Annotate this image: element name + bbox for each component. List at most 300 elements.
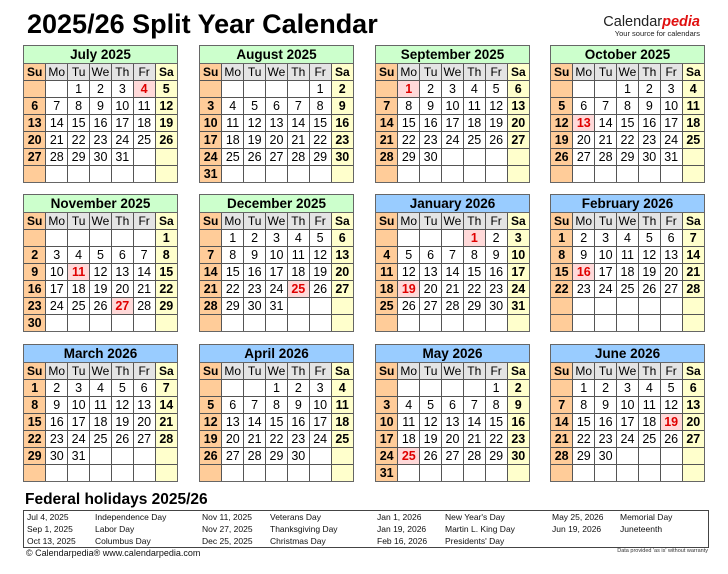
day-cell[interactable]: 14: [463, 414, 485, 431]
day-cell[interactable]: 17: [595, 264, 617, 281]
day-cell[interactable]: 21: [682, 264, 704, 281]
day-cell[interactable]: 12: [111, 397, 133, 414]
day-cell[interactable]: 14: [551, 414, 573, 431]
day-cell[interactable]: 14: [682, 247, 704, 264]
holiday-day-cell[interactable]: 19: [398, 281, 420, 298]
day-cell[interactable]: 22: [551, 281, 573, 298]
day-cell[interactable]: 3: [200, 98, 222, 115]
day-cell[interactable]: 24: [46, 298, 68, 315]
day-cell[interactable]: 31: [376, 465, 398, 482]
day-cell[interactable]: 16: [595, 414, 617, 431]
day-cell[interactable]: 15: [155, 264, 177, 281]
day-cell[interactable]: 22: [617, 132, 639, 149]
day-cell[interactable]: 19: [309, 264, 331, 281]
day-cell[interactable]: 5: [90, 247, 112, 264]
day-cell[interactable]: 25: [617, 281, 639, 298]
day-cell[interactable]: 27: [24, 149, 46, 166]
day-cell[interactable]: 26: [244, 149, 266, 166]
day-cell[interactable]: 2: [46, 380, 68, 397]
day-cell[interactable]: 12: [244, 115, 266, 132]
day-cell[interactable]: 16: [46, 414, 68, 431]
day-cell[interactable]: 24: [507, 281, 529, 298]
day-cell[interactable]: 14: [200, 264, 222, 281]
day-cell[interactable]: 15: [617, 115, 639, 132]
day-cell[interactable]: 16: [331, 115, 353, 132]
holiday-day-cell[interactable]: 4: [133, 81, 155, 98]
day-cell[interactable]: 28: [46, 149, 68, 166]
day-cell[interactable]: 23: [46, 431, 68, 448]
day-cell[interactable]: 10: [617, 397, 639, 414]
day-cell[interactable]: 8: [617, 98, 639, 115]
day-cell[interactable]: 26: [90, 298, 112, 315]
day-cell[interactable]: 18: [222, 132, 244, 149]
holiday-day-cell[interactable]: 19: [660, 414, 682, 431]
day-cell[interactable]: 8: [222, 247, 244, 264]
day-cell[interactable]: 4: [463, 81, 485, 98]
holiday-day-cell[interactable]: 1: [463, 230, 485, 247]
day-cell[interactable]: 26: [309, 281, 331, 298]
day-cell[interactable]: 24: [200, 149, 222, 166]
day-cell[interactable]: 1: [222, 230, 244, 247]
day-cell[interactable]: 10: [507, 247, 529, 264]
day-cell[interactable]: 12: [398, 264, 420, 281]
day-cell[interactable]: 17: [376, 431, 398, 448]
day-cell[interactable]: 1: [68, 81, 90, 98]
day-cell[interactable]: 3: [595, 230, 617, 247]
day-cell[interactable]: 19: [155, 115, 177, 132]
day-cell[interactable]: 8: [573, 397, 595, 414]
day-cell[interactable]: 3: [46, 247, 68, 264]
day-cell[interactable]: 29: [155, 298, 177, 315]
day-cell[interactable]: 27: [222, 448, 244, 465]
day-cell[interactable]: 25: [638, 431, 660, 448]
day-cell[interactable]: 4: [331, 380, 353, 397]
day-cell[interactable]: 19: [638, 264, 660, 281]
day-cell[interactable]: 13: [442, 414, 464, 431]
day-cell[interactable]: 25: [682, 132, 704, 149]
day-cell[interactable]: 28: [155, 431, 177, 448]
day-cell[interactable]: 9: [485, 247, 507, 264]
day-cell[interactable]: 25: [463, 132, 485, 149]
day-cell[interactable]: 7: [46, 98, 68, 115]
day-cell[interactable]: 31: [660, 149, 682, 166]
day-cell[interactable]: 27: [573, 149, 595, 166]
day-cell[interactable]: 2: [331, 81, 353, 98]
day-cell[interactable]: 28: [442, 298, 464, 315]
day-cell[interactable]: 6: [420, 247, 442, 264]
day-cell[interactable]: 25: [331, 431, 353, 448]
day-cell[interactable]: 21: [287, 132, 309, 149]
day-cell[interactable]: 6: [573, 98, 595, 115]
day-cell[interactable]: 26: [398, 298, 420, 315]
day-cell[interactable]: 29: [266, 448, 288, 465]
day-cell[interactable]: 13: [420, 264, 442, 281]
day-cell[interactable]: 13: [24, 115, 46, 132]
day-cell[interactable]: 16: [485, 264, 507, 281]
day-cell[interactable]: 28: [595, 149, 617, 166]
day-cell[interactable]: 10: [111, 98, 133, 115]
day-cell[interactable]: 26: [111, 431, 133, 448]
day-cell[interactable]: 25: [133, 132, 155, 149]
day-cell[interactable]: 2: [485, 230, 507, 247]
day-cell[interactable]: 8: [551, 247, 573, 264]
day-cell[interactable]: 15: [222, 264, 244, 281]
day-cell[interactable]: 21: [463, 431, 485, 448]
day-cell[interactable]: 1: [551, 230, 573, 247]
day-cell[interactable]: 31: [200, 166, 222, 183]
day-cell[interactable]: 22: [266, 431, 288, 448]
day-cell[interactable]: 12: [155, 98, 177, 115]
day-cell[interactable]: 2: [573, 230, 595, 247]
day-cell[interactable]: 7: [551, 397, 573, 414]
day-cell[interactable]: 3: [617, 380, 639, 397]
day-cell[interactable]: 1: [485, 380, 507, 397]
day-cell[interactable]: 4: [287, 230, 309, 247]
day-cell[interactable]: 17: [507, 264, 529, 281]
day-cell[interactable]: 4: [376, 247, 398, 264]
day-cell[interactable]: 29: [68, 149, 90, 166]
day-cell[interactable]: 26: [420, 448, 442, 465]
day-cell[interactable]: 6: [331, 230, 353, 247]
day-cell[interactable]: 25: [90, 431, 112, 448]
day-cell[interactable]: 14: [595, 115, 617, 132]
day-cell[interactable]: 18: [331, 414, 353, 431]
day-cell[interactable]: 30: [287, 448, 309, 465]
day-cell[interactable]: 10: [595, 247, 617, 264]
day-cell[interactable]: 5: [244, 98, 266, 115]
day-cell[interactable]: 5: [638, 230, 660, 247]
day-cell[interactable]: 12: [309, 247, 331, 264]
day-cell[interactable]: 2: [287, 380, 309, 397]
day-cell[interactable]: 30: [46, 448, 68, 465]
day-cell[interactable]: 7: [244, 397, 266, 414]
day-cell[interactable]: 6: [222, 397, 244, 414]
day-cell[interactable]: 22: [155, 281, 177, 298]
day-cell[interactable]: 11: [463, 98, 485, 115]
day-cell[interactable]: 25: [376, 298, 398, 315]
day-cell[interactable]: 20: [331, 264, 353, 281]
day-cell[interactable]: 26: [551, 149, 573, 166]
day-cell[interactable]: 31: [68, 448, 90, 465]
day-cell[interactable]: 15: [551, 264, 573, 281]
day-cell[interactable]: 5: [660, 380, 682, 397]
day-cell[interactable]: 23: [90, 132, 112, 149]
holiday-day-cell[interactable]: 16: [573, 264, 595, 281]
day-cell[interactable]: 13: [507, 98, 529, 115]
day-cell[interactable]: 20: [682, 414, 704, 431]
day-cell[interactable]: 24: [595, 281, 617, 298]
day-cell[interactable]: 30: [24, 315, 46, 332]
day-cell[interactable]: 28: [376, 149, 398, 166]
day-cell[interactable]: 27: [133, 431, 155, 448]
day-cell[interactable]: 9: [46, 397, 68, 414]
day-cell[interactable]: 30: [420, 149, 442, 166]
day-cell[interactable]: 9: [595, 397, 617, 414]
day-cell[interactable]: 24: [309, 431, 331, 448]
day-cell[interactable]: 16: [638, 115, 660, 132]
day-cell[interactable]: 15: [24, 414, 46, 431]
day-cell[interactable]: 12: [638, 247, 660, 264]
day-cell[interactable]: 17: [442, 115, 464, 132]
day-cell[interactable]: 13: [682, 397, 704, 414]
day-cell[interactable]: 15: [485, 414, 507, 431]
day-cell[interactable]: 24: [376, 448, 398, 465]
day-cell[interactable]: 22: [398, 132, 420, 149]
day-cell[interactable]: 11: [287, 247, 309, 264]
day-cell[interactable]: 10: [660, 98, 682, 115]
day-cell[interactable]: 10: [200, 115, 222, 132]
day-cell[interactable]: 3: [111, 81, 133, 98]
day-cell[interactable]: 15: [573, 414, 595, 431]
day-cell[interactable]: 17: [111, 115, 133, 132]
day-cell[interactable]: 3: [68, 380, 90, 397]
day-cell[interactable]: 12: [200, 414, 222, 431]
day-cell[interactable]: 17: [660, 115, 682, 132]
day-cell[interactable]: 1: [266, 380, 288, 397]
day-cell[interactable]: 19: [551, 132, 573, 149]
day-cell[interactable]: 23: [287, 431, 309, 448]
day-cell[interactable]: 11: [133, 98, 155, 115]
day-cell[interactable]: 8: [155, 247, 177, 264]
day-cell[interactable]: 17: [68, 414, 90, 431]
day-cell[interactable]: 28: [463, 448, 485, 465]
day-cell[interactable]: 14: [46, 115, 68, 132]
day-cell[interactable]: 21: [551, 431, 573, 448]
day-cell[interactable]: 27: [507, 132, 529, 149]
day-cell[interactable]: 30: [485, 298, 507, 315]
day-cell[interactable]: 23: [573, 281, 595, 298]
day-cell[interactable]: 8: [24, 397, 46, 414]
day-cell[interactable]: 24: [660, 132, 682, 149]
day-cell[interactable]: 1: [309, 81, 331, 98]
holiday-day-cell[interactable]: 25: [398, 448, 420, 465]
day-cell[interactable]: 28: [682, 281, 704, 298]
day-cell[interactable]: 7: [376, 98, 398, 115]
day-cell[interactable]: 9: [287, 397, 309, 414]
day-cell[interactable]: 16: [287, 414, 309, 431]
day-cell[interactable]: 19: [200, 431, 222, 448]
day-cell[interactable]: 18: [68, 281, 90, 298]
day-cell[interactable]: 15: [398, 115, 420, 132]
day-cell[interactable]: 22: [309, 132, 331, 149]
day-cell[interactable]: 18: [398, 431, 420, 448]
day-cell[interactable]: 24: [111, 132, 133, 149]
day-cell[interactable]: 6: [266, 98, 288, 115]
day-cell[interactable]: 4: [638, 380, 660, 397]
day-cell[interactable]: 5: [111, 380, 133, 397]
day-cell[interactable]: 9: [573, 247, 595, 264]
brand-logo[interactable]: [603, 15, 700, 38]
day-cell[interactable]: 1: [573, 380, 595, 397]
day-cell[interactable]: 9: [507, 397, 529, 414]
day-cell[interactable]: 20: [111, 281, 133, 298]
day-cell[interactable]: 17: [309, 414, 331, 431]
day-cell[interactable]: 6: [682, 380, 704, 397]
day-cell[interactable]: 27: [442, 448, 464, 465]
day-cell[interactable]: 19: [111, 414, 133, 431]
day-cell[interactable]: 25: [68, 298, 90, 315]
day-cell[interactable]: 5: [155, 81, 177, 98]
day-cell[interactable]: 4: [617, 230, 639, 247]
day-cell[interactable]: 27: [420, 298, 442, 315]
day-cell[interactable]: 10: [442, 98, 464, 115]
day-cell[interactable]: 8: [463, 247, 485, 264]
day-cell[interactable]: 16: [507, 414, 529, 431]
day-cell[interactable]: 30: [90, 149, 112, 166]
day-cell[interactable]: 20: [660, 264, 682, 281]
day-cell[interactable]: 20: [442, 431, 464, 448]
day-cell[interactable]: 26: [660, 431, 682, 448]
day-cell[interactable]: 9: [331, 98, 353, 115]
day-cell[interactable]: 7: [463, 397, 485, 414]
day-cell[interactable]: 17: [200, 132, 222, 149]
day-cell[interactable]: 29: [24, 448, 46, 465]
day-cell[interactable]: 22: [485, 431, 507, 448]
day-cell[interactable]: 26: [638, 281, 660, 298]
day-cell[interactable]: 14: [376, 115, 398, 132]
day-cell[interactable]: 7: [155, 380, 177, 397]
day-cell[interactable]: 25: [222, 149, 244, 166]
day-cell[interactable]: 3: [442, 81, 464, 98]
day-cell[interactable]: 28: [244, 448, 266, 465]
day-cell[interactable]: 27: [331, 281, 353, 298]
day-cell[interactable]: 10: [376, 414, 398, 431]
day-cell[interactable]: 11: [682, 98, 704, 115]
day-cell[interactable]: 20: [266, 132, 288, 149]
day-cell[interactable]: 19: [485, 115, 507, 132]
day-cell[interactable]: 28: [133, 298, 155, 315]
day-cell[interactable]: 20: [133, 414, 155, 431]
day-cell[interactable]: 20: [24, 132, 46, 149]
day-cell[interactable]: 2: [420, 81, 442, 98]
day-cell[interactable]: 10: [68, 397, 90, 414]
day-cell[interactable]: 13: [660, 247, 682, 264]
day-cell[interactable]: 17: [266, 264, 288, 281]
day-cell[interactable]: 16: [24, 281, 46, 298]
day-cell[interactable]: 8: [485, 397, 507, 414]
day-cell[interactable]: 11: [376, 264, 398, 281]
day-cell[interactable]: 21: [442, 281, 464, 298]
day-cell[interactable]: 18: [617, 264, 639, 281]
day-cell[interactable]: 14: [442, 264, 464, 281]
day-cell[interactable]: 18: [133, 115, 155, 132]
day-cell[interactable]: 26: [200, 448, 222, 465]
day-cell[interactable]: 28: [287, 149, 309, 166]
day-cell[interactable]: 22: [573, 431, 595, 448]
day-cell[interactable]: 23: [24, 298, 46, 315]
day-cell[interactable]: 23: [595, 431, 617, 448]
day-cell[interactable]: 23: [244, 281, 266, 298]
day-cell[interactable]: 5: [398, 247, 420, 264]
day-cell[interactable]: 14: [133, 264, 155, 281]
day-cell[interactable]: 11: [90, 397, 112, 414]
day-cell[interactable]: 18: [463, 115, 485, 132]
day-cell[interactable]: 2: [507, 380, 529, 397]
day-cell[interactable]: 11: [331, 397, 353, 414]
day-cell[interactable]: 26: [485, 132, 507, 149]
day-cell[interactable]: 10: [46, 264, 68, 281]
day-cell[interactable]: 13: [222, 414, 244, 431]
day-cell[interactable]: 8: [309, 98, 331, 115]
day-cell[interactable]: 6: [24, 98, 46, 115]
day-cell[interactable]: 22: [68, 132, 90, 149]
day-cell[interactable]: 15: [309, 115, 331, 132]
day-cell[interactable]: 29: [617, 149, 639, 166]
day-cell[interactable]: 19: [90, 281, 112, 298]
day-cell[interactable]: 7: [133, 247, 155, 264]
day-cell[interactable]: 17: [617, 414, 639, 431]
day-cell[interactable]: 20: [573, 132, 595, 149]
day-cell[interactable]: 7: [442, 247, 464, 264]
day-cell[interactable]: 3: [309, 380, 331, 397]
day-cell[interactable]: 5: [309, 230, 331, 247]
day-cell[interactable]: 30: [595, 448, 617, 465]
day-cell[interactable]: 21: [244, 431, 266, 448]
day-cell[interactable]: 16: [244, 264, 266, 281]
day-cell[interactable]: 21: [133, 281, 155, 298]
day-cell[interactable]: 29: [398, 149, 420, 166]
day-cell[interactable]: 30: [638, 149, 660, 166]
day-cell[interactable]: 23: [507, 431, 529, 448]
day-cell[interactable]: 12: [660, 397, 682, 414]
day-cell[interactable]: 19: [420, 431, 442, 448]
day-cell[interactable]: 29: [463, 298, 485, 315]
day-cell[interactable]: 4: [398, 397, 420, 414]
day-cell[interactable]: 2: [595, 380, 617, 397]
day-cell[interactable]: 13: [133, 397, 155, 414]
day-cell[interactable]: 20: [222, 431, 244, 448]
day-cell[interactable]: 23: [331, 132, 353, 149]
day-cell[interactable]: 6: [111, 247, 133, 264]
day-cell[interactable]: 22: [463, 281, 485, 298]
day-cell[interactable]: 9: [420, 98, 442, 115]
day-cell[interactable]: 31: [507, 298, 529, 315]
day-cell[interactable]: 10: [266, 247, 288, 264]
day-cell[interactable]: 15: [68, 115, 90, 132]
day-cell[interactable]: 4: [68, 247, 90, 264]
day-cell[interactable]: 15: [463, 264, 485, 281]
day-cell[interactable]: 15: [266, 414, 288, 431]
day-cell[interactable]: 24: [68, 431, 90, 448]
day-cell[interactable]: 7: [595, 98, 617, 115]
day-cell[interactable]: 11: [617, 247, 639, 264]
day-cell[interactable]: 21: [376, 132, 398, 149]
day-cell[interactable]: 22: [24, 431, 46, 448]
day-cell[interactable]: 21: [200, 281, 222, 298]
day-cell[interactable]: 31: [111, 149, 133, 166]
day-cell[interactable]: 8: [266, 397, 288, 414]
day-cell[interactable]: 29: [222, 298, 244, 315]
day-cell[interactable]: 4: [682, 81, 704, 98]
day-cell[interactable]: 8: [398, 98, 420, 115]
day-cell[interactable]: 20: [507, 115, 529, 132]
day-cell[interactable]: 5: [551, 98, 573, 115]
day-cell[interactable]: 13: [266, 115, 288, 132]
day-cell[interactable]: 20: [420, 281, 442, 298]
day-cell[interactable]: 24: [617, 431, 639, 448]
day-cell[interactable]: 9: [244, 247, 266, 264]
day-cell[interactable]: 23: [638, 132, 660, 149]
day-cell[interactable]: 10: [309, 397, 331, 414]
day-cell[interactable]: 3: [376, 397, 398, 414]
day-cell[interactable]: 5: [485, 81, 507, 98]
day-cell[interactable]: 5: [200, 397, 222, 414]
day-cell[interactable]: 30: [331, 149, 353, 166]
day-cell[interactable]: 12: [420, 414, 442, 431]
day-cell[interactable]: 7: [287, 98, 309, 115]
day-cell[interactable]: 27: [660, 281, 682, 298]
day-cell[interactable]: 27: [682, 431, 704, 448]
